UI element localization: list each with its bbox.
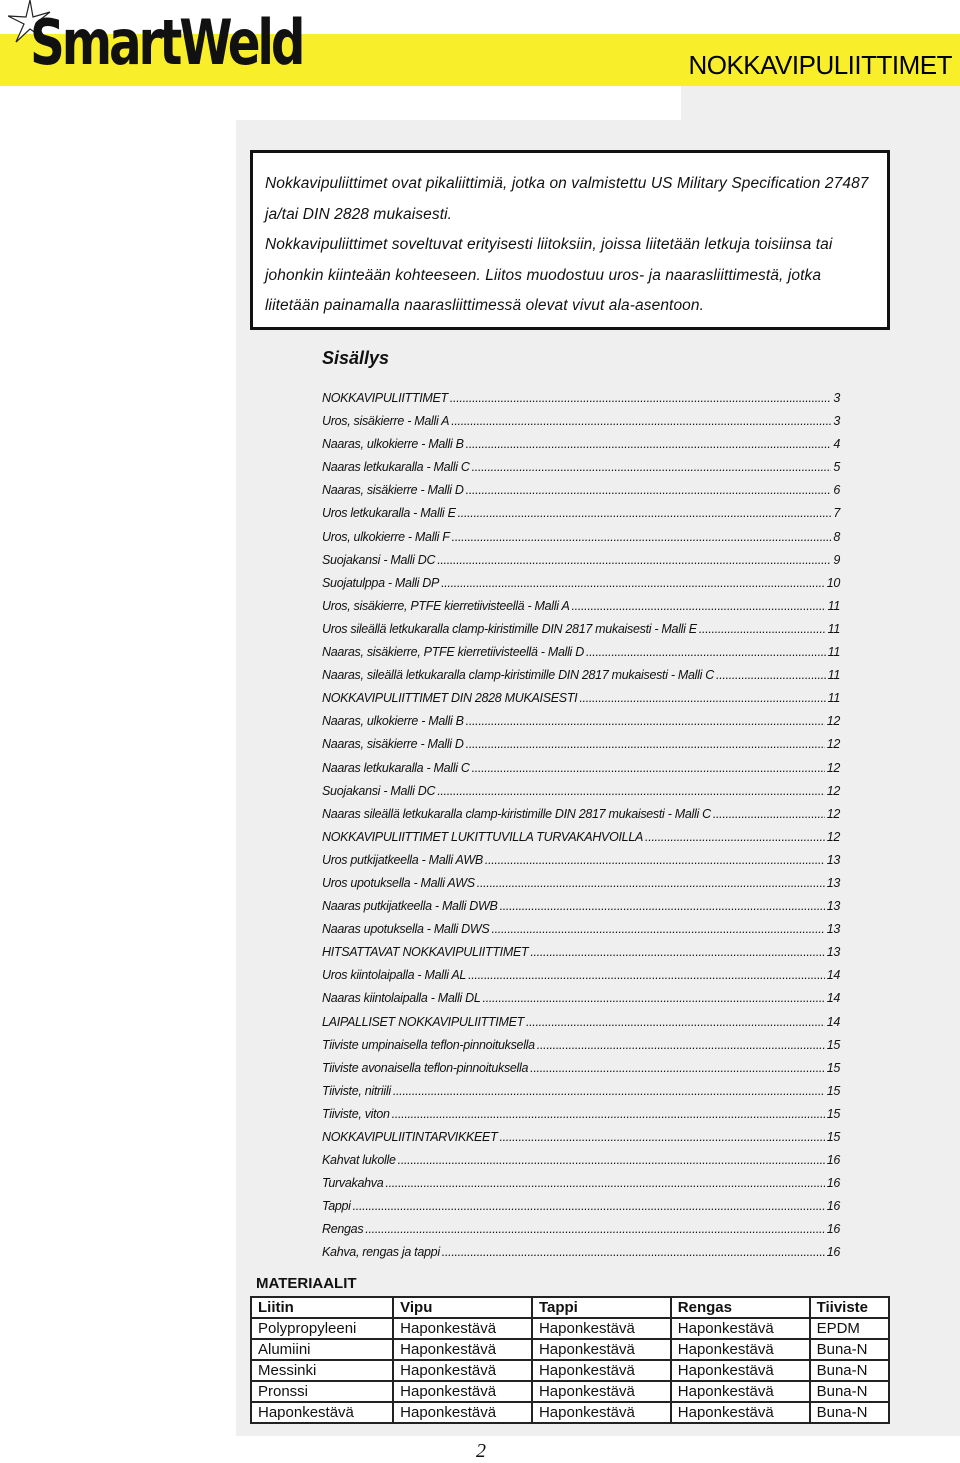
toc-heading: Sisällys [322,348,390,368]
toc-entry-page: 16 [826,1153,840,1168]
toc-entry-title: HITSATTAVAT NOKKAVIPULIITTIMET [322,945,529,960]
table-cell: Haponkestävä [671,1360,810,1381]
toc-entry-title: Uros, sisäkierre, PTFE kierretiivisteellä - Malli A [322,598,570,613]
table-row [251,1360,889,1381]
toc-leader-dots [365,1219,824,1239]
materials-heading: MATERIAALIT [256,1275,357,1292]
toc-leader-dots [466,711,825,731]
table-cell: Haponkestävä [393,1339,532,1360]
toc-entry-page: 14 [826,968,840,983]
table-cell: Haponkestävä [393,1402,532,1423]
toc-leader-dots [645,827,825,847]
toc-entry-title: Tiiviste umpinaisella teflon-pinnoituksella [322,1037,535,1052]
toc-entry-page: 11 [827,621,840,636]
toc-entry-page: 16 [826,1199,840,1214]
toc-entry[interactable] [322,988,840,1011]
toc-entry-title: NOKKAVIPULIITTIMET LUKITTUVILLA TURVAKAHVOILLA [322,829,644,844]
toc-entry[interactable] [322,965,840,988]
toc-leader-dots [437,781,825,801]
page-title: NOKKAVIPULIITTIMET [688,50,952,80]
toc-entry-page: 9 [833,552,840,567]
toc-leader-dots [499,1127,824,1147]
smartweld-logo [8,0,303,86]
toc-entry-page: 16 [826,1222,840,1237]
toc-entry[interactable] [322,1104,840,1127]
toc-entry[interactable] [322,388,840,411]
toc-entry-page: 7 [833,506,840,521]
toc-entry-title: Uros sileällä letkukaralla clamp-kiristimille DIN 2817 mukaisesti - Malli E [322,621,697,636]
table-cell: Buna-N [810,1381,889,1402]
toc-entry-title: Naaras, sileällä letkukaralla clamp-kiristimille DIN 2817 mukaisesti - Malli C [322,668,715,683]
toc-leader-dots [353,1196,825,1216]
toc-entry-title: Naaras, sisäkierre - Malli D [322,483,464,498]
toc-entry[interactable] [322,665,840,688]
toc-entry[interactable] [322,434,840,457]
toc-leader-dots [466,434,832,454]
toc-entry-page: 13 [826,852,840,867]
table-cell: Haponkestävä [532,1360,671,1381]
toc-leader-dots [530,942,824,962]
toc-leader-dots [393,1081,825,1101]
toc-entry-title: Suojakansi - Malli DC [322,552,436,567]
toc-entry[interactable] [322,919,840,942]
toc-entry[interactable] [322,758,840,781]
intro-box [250,150,890,330]
toc-entry-title: Tiiviste, viton [322,1106,390,1121]
toc-leader-dots [437,550,831,570]
toc-entry-title: Uros kiintolaipalla - Malli AL [322,968,467,983]
materials-column-header: Tiiviste [810,1297,889,1318]
table-cell: Buna-N [810,1402,889,1423]
toc-entry-title: Suojatulppa - Malli DP [322,575,440,590]
table-of-contents [322,388,840,1266]
toc-entry-page: 12 [826,737,840,752]
toc-entry-page: 3 [833,391,840,405]
toc-entry-page: 6 [833,483,840,498]
toc-leader-dots [571,596,825,616]
toc-leader-dots [450,388,831,408]
toc-entry[interactable] [322,642,840,665]
toc-entry[interactable] [322,619,840,642]
materials-header-row [251,1297,889,1318]
toc-entry[interactable] [322,1242,840,1265]
toc-entry[interactable] [322,573,840,596]
logo-text: SmartWeld [30,6,303,79]
toc-entry-page: 13 [826,922,840,937]
toc-entry[interactable] [322,827,840,850]
toc-leader-dots [451,411,831,431]
toc-entry[interactable] [322,850,840,873]
toc-leader-dots [441,573,825,593]
toc-entry[interactable] [322,503,840,526]
toc-entry[interactable] [322,1127,840,1150]
toc-entry[interactable] [322,734,840,757]
toc-entry-title: LAIPALLISET NOKKAVIPULIITTIMET [322,1014,524,1029]
intro-paragraph-1: Nokkavipuliittimet ovat pikaliittimiä, jotka on valmistettu US Military Specification 27487 ja/tai DIN 2828 mukaisesti. [265,175,869,223]
materials-column-header: Tappi [532,1297,671,1318]
table-cell: Polypropyleeni [251,1318,393,1339]
toc-entry-title: NOKKAVIPULIITTIMET [322,391,448,405]
toc-entry-page: 10 [826,575,840,590]
toc-leader-dots [458,503,832,523]
toc-entry-title: Naaras sileällä letkukaralla clamp-kiristimille DIN 2817 mukaisesti - Malli C [322,806,711,821]
toc-entry-page: 13 [826,945,840,960]
toc-entry-title: Naaras upotuksella - Malli DWS [322,922,490,937]
table-cell: Haponkestävä [671,1339,810,1360]
toc-entry[interactable] [322,942,840,965]
toc-entry[interactable] [322,873,840,896]
toc-leader-dots [716,665,826,685]
toc-leader-dots [699,619,826,639]
toc-leader-dots [491,919,824,939]
toc-entry[interactable] [322,457,840,480]
table-cell: Haponkestävä [251,1402,393,1423]
toc-entry[interactable] [322,896,840,919]
toc-leader-dots [472,457,832,477]
toc-leader-dots [537,1035,825,1055]
toc-entry-title: Naaras, sisäkierre, PTFE kierretiivisteellä - Malli D [322,645,584,660]
toc-entry-title: NOKKAVIPULIITINTARVIKKEET [322,1130,498,1144]
table-cell: Haponkestävä [393,1318,532,1339]
toc-entry[interactable] [322,1196,840,1219]
toc-leader-dots [477,873,825,893]
toc-entry[interactable] [322,1150,840,1173]
toc-leader-dots [500,896,825,916]
toc-entry-page: 15 [826,1130,840,1144]
toc-entry[interactable] [322,1173,840,1196]
toc-leader-dots [586,642,826,662]
materials-table [250,1296,890,1424]
toc-leader-dots [398,1150,825,1170]
toc-leader-dots [579,688,825,708]
header-lower-white [236,86,681,120]
toc-entry-title: Uros putkijatkeella - Malli AWB [322,852,483,867]
toc-entry-title: Kahvat lukolle [322,1153,396,1168]
toc-entry-page: 3 [833,414,840,429]
table-cell: Haponkestävä [671,1381,810,1402]
table-row [251,1402,889,1423]
toc-entry-title: Naaras, ulkokierre - Malli B [322,714,464,729]
toc-entry[interactable] [322,527,840,550]
toc-entry-page: 12 [826,783,840,798]
toc-entry[interactable] [322,711,840,734]
table-cell: Messinki [251,1360,393,1381]
toc-entry-title: Naaras kiintolaipalla - Malli DL [322,991,481,1006]
table-cell: Haponkestävä [532,1381,671,1402]
toc-entry[interactable] [322,804,840,827]
toc-entry-title: Naaras, ulkokierre - Malli B [322,437,464,452]
table-cell: Haponkestävä [532,1339,671,1360]
toc-entry-title: Uros letkukaralla - Malli E [322,506,456,521]
toc-leader-dots [392,1104,825,1124]
toc-leader-dots [466,480,832,500]
toc-leader-dots [483,988,825,1008]
toc-entry-title: Suojakansi - Malli DC [322,783,436,798]
toc-entry-page: 13 [826,875,840,890]
toc-entry-page: 11 [827,691,840,706]
toc-entry-title: Naaras letkukaralla - Malli C [322,760,470,775]
table-cell: EPDM [810,1318,889,1339]
materials-column-header: Liitin [251,1297,393,1318]
toc-leader-dots [530,1058,825,1078]
table-row [251,1381,889,1402]
toc-entry[interactable] [322,688,840,711]
table-cell: Pronssi [251,1381,393,1402]
toc-leader-dots [452,527,832,547]
toc-entry-title: Uros, sisäkierre - Malli A [322,414,450,429]
toc-entry-page: 11 [827,598,840,613]
toc-leader-dots [468,965,825,985]
toc-entry-title: Tiiviste avonaisella teflon-pinnoituksella [322,1060,529,1075]
table-cell: Alumiini [251,1339,393,1360]
toc-entry-title: Naaras putkijatkeella - Malli DWB [322,899,498,914]
toc-leader-dots [713,804,825,824]
table-row [251,1318,889,1339]
toc-entry-page: 13 [826,899,840,914]
toc-entry-title: Uros, ulkokierre - Malli F [322,529,450,544]
toc-entry-page: 15 [826,1037,840,1052]
intro-paragraph-2: Nokkavipuliittimet soveltuvat erityisesti liitoksiin, joissa liitetään letkuja toisiinsa tai johonkin kiinteään kohteeseen. Liitos muodostuu uros- ja naarasliittimestä, jotka liitetään painamalla naarasliittimessä olevat vivut ala-asentoon. [265,236,833,314]
toc-entry-page: 15 [826,1083,840,1098]
table-cell: Haponkestävä [393,1381,532,1402]
toc-entry-page: 4 [833,437,840,452]
toc-entry[interactable] [322,1035,840,1058]
toc-entry[interactable] [322,1012,840,1035]
toc-entry-page: 15 [826,1106,840,1121]
table-cell: Haponkestävä [671,1318,810,1339]
toc-leader-dots [485,850,825,870]
table-cell: Haponkestävä [532,1402,671,1423]
header-lower-gray [681,86,960,120]
toc-entry-page: 16 [826,1245,840,1260]
toc-entry-page: 12 [826,829,840,844]
toc-entry-title: Naaras letkukaralla - Malli C [322,460,470,475]
toc-entry-title: Rengas [322,1222,364,1237]
toc-leader-dots [526,1012,825,1032]
toc-entry[interactable] [322,550,840,573]
toc-entry[interactable] [322,480,840,503]
toc-entry-page: 14 [826,1014,840,1029]
table-cell: Haponkestävä [532,1318,671,1339]
materials-column-header: Rengas [671,1297,810,1318]
toc-leader-dots [472,758,825,778]
page-number: 2 [476,1440,486,1462]
toc-entry-page: 11 [827,668,840,683]
toc-entry-page: 8 [833,529,840,544]
table-cell: Haponkestävä [393,1360,532,1381]
toc-entry-page: 11 [827,645,840,660]
toc-entry-page: 15 [826,1060,840,1075]
materials-column-header: Vipu [393,1297,532,1318]
table-cell: Haponkestävä [671,1402,810,1423]
toc-entry-page: 12 [826,806,840,821]
toc-entry-title: Kahva, rengas ja tappi [322,1245,440,1260]
toc-entry-title: Turvakahva [322,1176,384,1191]
toc-entry[interactable] [322,596,840,619]
toc-entry-title: Tiiviste, nitriili [322,1083,391,1098]
toc-entry-page: 14 [826,991,840,1006]
toc-leader-dots [442,1242,825,1262]
toc-entry-title: Tappi [322,1199,351,1214]
toc-entry[interactable] [322,781,840,804]
toc-entry-page: 5 [833,460,840,475]
table-cell: Buna-N [810,1360,889,1381]
toc-entry-page: 12 [826,714,840,729]
toc-entry[interactable] [322,1219,840,1242]
toc-leader-dots [466,734,825,754]
toc-entry[interactable] [322,411,840,434]
toc-entry-page: 16 [826,1176,840,1191]
toc-entry-title: Naaras, sisäkierre - Malli D [322,737,464,752]
table-cell: Buna-N [810,1339,889,1360]
toc-entry-title: NOKKAVIPULIITTIMET DIN 2828 MUKAISESTI [322,691,578,706]
toc-entry[interactable] [322,1081,840,1104]
table-row [251,1339,889,1360]
toc-entry-page: 12 [826,760,840,775]
toc-leader-dots [385,1173,824,1193]
toc-entry[interactable] [322,1058,840,1081]
toc-entry-title: Uros upotuksella - Malli AWS [322,875,475,890]
